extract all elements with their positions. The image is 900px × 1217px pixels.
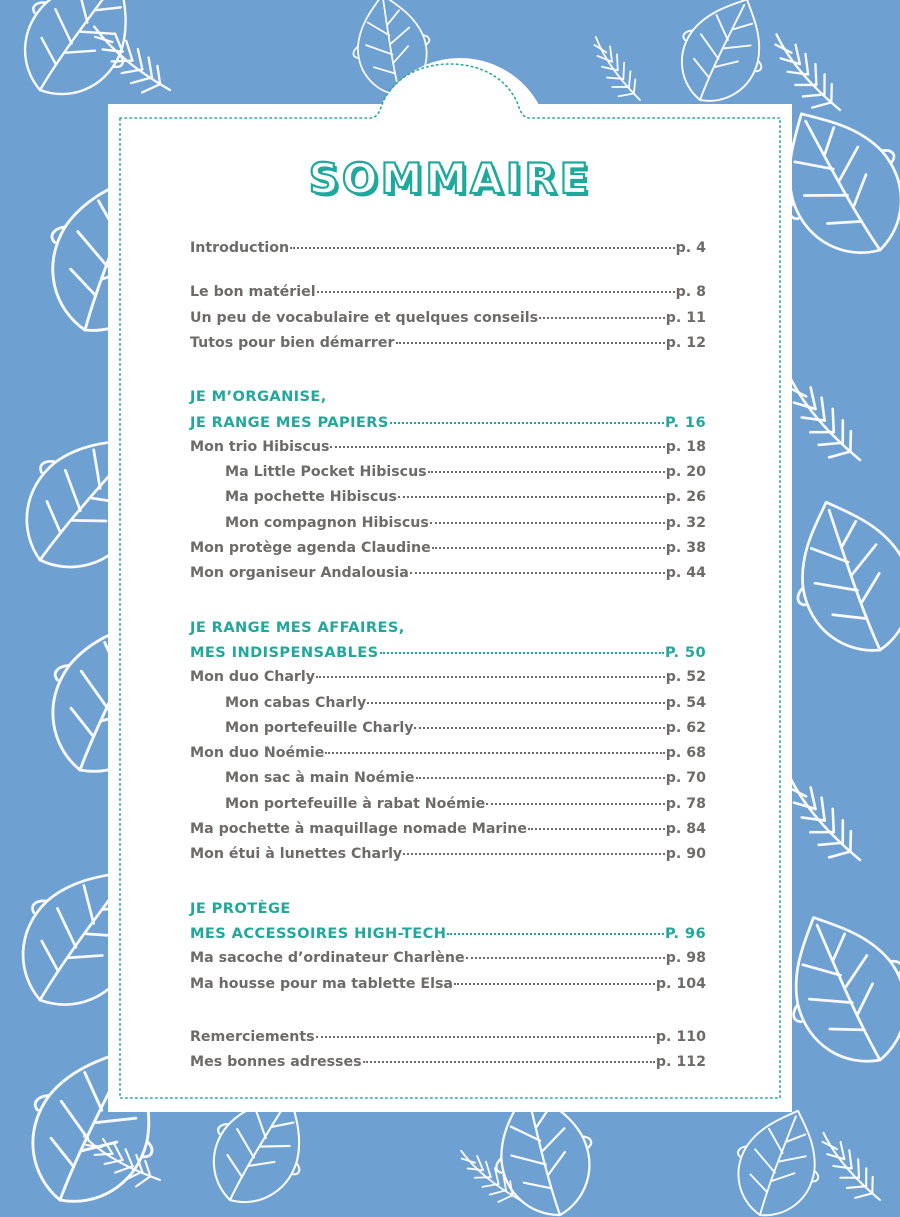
toc-entry-page: p. 8 — [675, 284, 706, 301]
toc-entry[interactable] — [190, 644, 706, 666]
toc-entry[interactable] — [190, 821, 706, 843]
toc-entry-page: p. 52 — [665, 669, 706, 686]
toc-entry[interactable] — [190, 310, 706, 332]
toc-entry[interactable] — [225, 796, 706, 818]
toc-entry-label: MES ACCESSOIRES HIGH-TECH — [190, 924, 447, 942]
toc-leader-dots — [432, 547, 665, 549]
toc-entry-label: Mes bonnes adresses — [190, 1054, 362, 1071]
toc-leader-dots — [330, 446, 664, 448]
toc-entry-page: P. 96 — [665, 924, 706, 942]
toc-entry-label: Remerciements — [190, 1028, 315, 1045]
toc-leader-dots — [428, 471, 665, 473]
toc-entry[interactable] — [190, 414, 706, 436]
toc-leader-dots — [398, 496, 665, 498]
toc-entry-page: P. 16 — [665, 413, 706, 431]
toc-leader-dots — [367, 702, 665, 704]
toc-entry-page: p. 20 — [665, 464, 706, 481]
toc-entry[interactable] — [190, 1029, 706, 1051]
toc-entry-label: Ma pochette à maquillage nomade Marine — [190, 821, 527, 837]
toc-entry-label: Tutos pour bien démarrer — [190, 334, 395, 351]
toc-leader-dots — [316, 676, 665, 678]
toc-leader-dots — [380, 652, 664, 654]
toc-leader-dots — [454, 983, 655, 985]
toc-entry[interactable] — [190, 976, 706, 998]
toc-entry-label: Mon trio Hibiscus — [190, 438, 330, 455]
toc-entry-page: p. 32 — [665, 514, 706, 531]
toc-entry-page: p. 98 — [665, 950, 706, 967]
toc-entry-label: Mon cabas Charly — [225, 694, 367, 711]
section-heading: JE M’ORGANISE, — [190, 388, 327, 406]
toc-entry-page: p. 68 — [665, 745, 706, 762]
toc-entry-label: Mon organiseur Andalousia — [190, 565, 409, 582]
toc-leader-dots — [403, 853, 665, 855]
toc-leader-dots — [466, 957, 665, 959]
toc-leader-dots — [410, 572, 665, 574]
toc-leader-dots — [447, 933, 664, 935]
toc-entry[interactable] — [225, 464, 706, 486]
toc-entry-page: p. 4 — [675, 240, 706, 256]
toc-entry[interactable] — [225, 720, 706, 742]
toc-entry-page: P. 50 — [665, 643, 706, 661]
toc-leader-dots — [528, 828, 665, 830]
toc-leader-dots — [430, 522, 665, 524]
toc-leader-dots — [539, 317, 665, 319]
toc-entry-page: p. 26 — [665, 489, 706, 506]
toc-entry[interactable] — [225, 489, 706, 511]
toc-entry[interactable] — [190, 335, 706, 357]
toc-entry-page: p. 44 — [665, 565, 706, 582]
toc-leader-dots — [416, 777, 665, 779]
toc-entry-page: p. 112 — [655, 1054, 706, 1071]
toc-leader-dots — [363, 1061, 655, 1063]
toc-entry-page: p. 70 — [665, 770, 706, 787]
toc-entry[interactable] — [190, 669, 706, 691]
toc-entry-page: p. 12 — [665, 334, 706, 351]
toc-entry-label: MES INDISPENSABLES — [190, 643, 379, 661]
toc-entry-label: Mon duo Charly — [190, 669, 316, 686]
toc-entry-page: p. 90 — [665, 846, 706, 863]
section-heading: JE PROTÈGE — [190, 899, 291, 917]
toc-entry-page: p. 104 — [655, 975, 706, 992]
toc-entry-label: Mon duo Noémie — [190, 745, 325, 762]
toc-entry-label: Un peu de vocabulaire et quelques conseils — [190, 309, 539, 326]
toc-entry-page: p. 62 — [665, 719, 706, 736]
toc-entry[interactable] — [225, 515, 706, 537]
toc-entry-page: p. 11 — [665, 309, 706, 326]
toc-leader-dots — [486, 803, 664, 805]
toc-entry[interactable] — [190, 284, 706, 306]
toc-entry-label: Mon portefeuille à rabat Noémie — [225, 795, 486, 812]
toc-leader-dots — [325, 752, 664, 754]
toc-entry-label: Mon protège agenda Claudine — [190, 540, 431, 556]
toc-entry-page: p. 54 — [665, 694, 706, 711]
toc-leader-dots — [396, 342, 665, 344]
toc-entry-label: Introduction — [190, 240, 290, 256]
toc-entry-page: p. 38 — [665, 540, 706, 556]
toc-entry[interactable] — [225, 770, 706, 792]
toc-entry[interactable] — [190, 439, 706, 461]
toc-leader-dots — [390, 422, 664, 424]
toc-entry[interactable] — [190, 950, 706, 972]
toc-entry[interactable] — [225, 695, 706, 717]
toc-entry-label: Ma pochette Hibiscus — [225, 489, 397, 506]
toc-entry-page: p. 78 — [665, 795, 706, 812]
toc-leader-dots — [414, 727, 664, 729]
toc-entry[interactable] — [190, 1054, 706, 1076]
toc-entry[interactable] — [190, 745, 706, 767]
toc-entry-label: Le bon matériel — [190, 284, 316, 301]
toc-entry[interactable] — [190, 925, 706, 947]
toc-entry[interactable] — [190, 846, 706, 868]
toc-entry-label: Ma sacoche d’ordinateur Charlène — [190, 950, 465, 967]
toc-leader-dots — [290, 247, 675, 249]
toc-entry-page: p. 110 — [655, 1028, 706, 1045]
toc-entry-label: JE RANGE MES PAPIERS — [190, 413, 389, 431]
toc-entry[interactable] — [190, 565, 706, 587]
toc-entry-label: Ma Little Pocket Hibiscus — [225, 464, 427, 481]
toc-entry[interactable] — [190, 540, 706, 562]
toc-entry-page: p. 84 — [665, 821, 706, 837]
toc-entry-label: Mon étui à lunettes Charly — [190, 846, 403, 863]
toc-entry[interactable] — [190, 240, 706, 262]
toc-leader-dots — [317, 291, 675, 293]
toc-entry-page: p. 18 — [665, 438, 706, 455]
section-heading: JE RANGE MES AFFAIRES, — [190, 618, 405, 636]
toc-entry-label: Mon portefeuille Charly — [225, 719, 414, 736]
page-title: SOMMAIRE — [308, 154, 592, 203]
toc-entry-label: Ma housse pour ma tablette Elsa — [190, 975, 453, 992]
toc-entry-label: Mon sac à main Noémie — [225, 770, 415, 787]
toc-entry-label: Mon compagnon Hibiscus — [225, 514, 429, 531]
toc-leader-dots — [316, 1036, 655, 1038]
